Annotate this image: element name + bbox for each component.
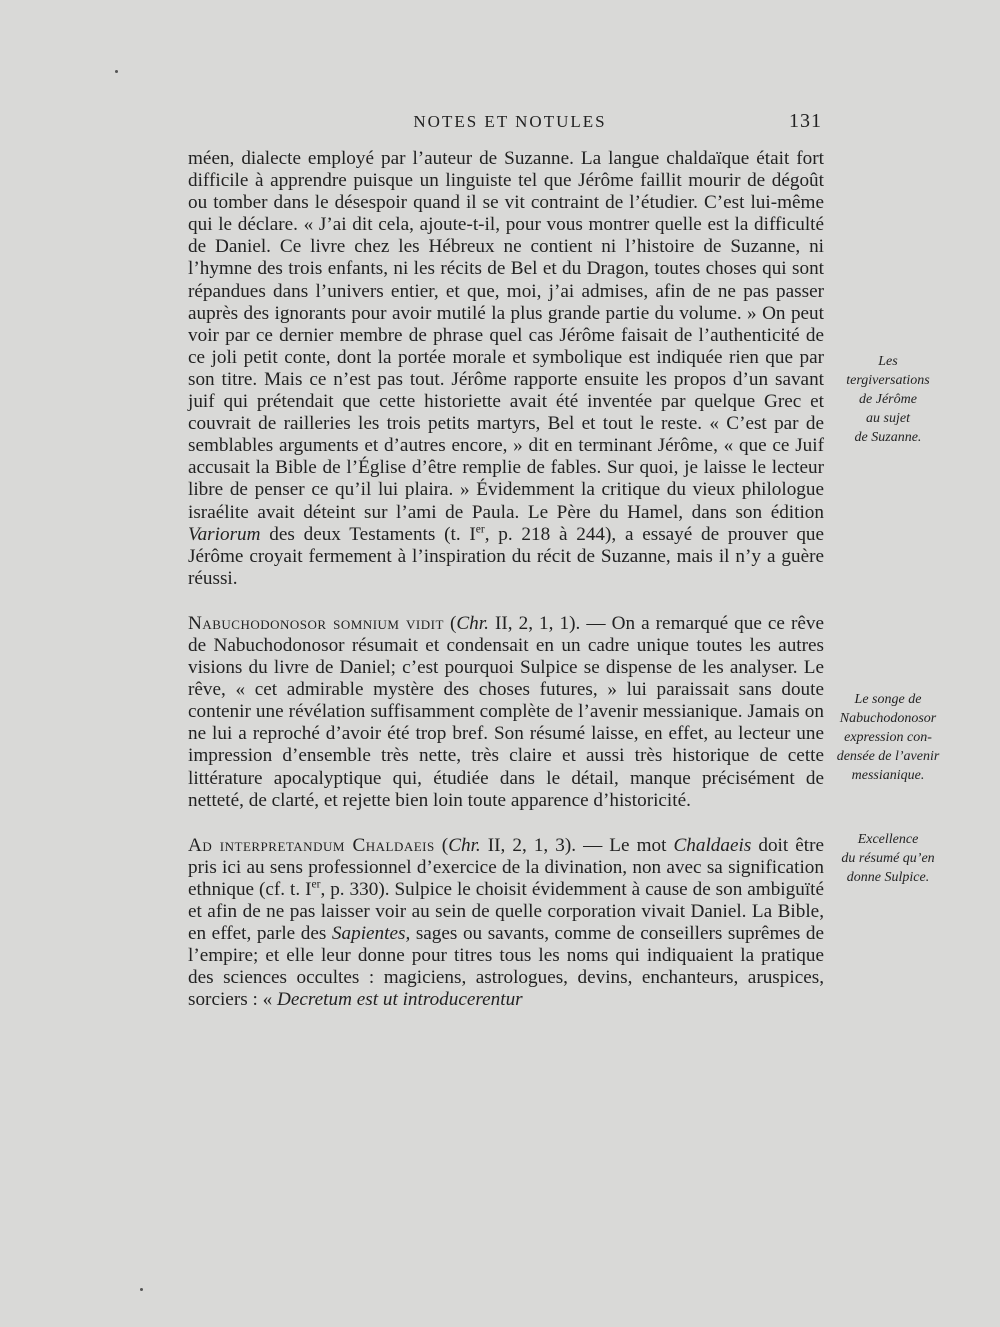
- italic-chaldaeis: Chaldaeis: [673, 834, 752, 856]
- body-text: [188, 148, 824, 1011]
- margin-note-line: Le songe de: [854, 692, 922, 707]
- margin-note-jerome: [828, 352, 948, 447]
- margin-note-line: tergiversations: [846, 373, 930, 388]
- paragraph-text: — On a remarqué que ce rêve de Nabuchodonosor résumait et condensait en un cadre unique toutes les autres visions du livre de Daniel; c’est pourquoi Sulpice se dispense de les analyser. Le rêve, « cet admirable mystère des choses futures, » lui paraissait sans doute contenir une révélation suffisamment complète de l’avenir messianique. Jamais on ne lui a reproché d’avoir été trop bref. Son résumé laisse, en effet, au lecteur une impression d’ensemble très nette, très claire et aussi très historique de cette littérature apocalyptique qui, étudiée dans le détail, manque précisément de netteté, de clarté, et rejette bien loin toute apparence d’historicité.: [188, 612, 825, 811]
- roman-numeral: I: [469, 523, 476, 545]
- paragraph-suzanne: [188, 148, 824, 590]
- reference-work: Chr.: [448, 834, 481, 856]
- paper-speck: [140, 1288, 143, 1291]
- paragraph-text: des deux Testaments (t.: [269, 523, 461, 545]
- quote-mark: «: [262, 989, 273, 1011]
- paper-speck: [115, 70, 118, 73]
- page-number: 131: [789, 110, 822, 132]
- paragraph-text: — Le mot: [583, 834, 667, 856]
- margin-note-line: Excellence: [857, 832, 919, 847]
- reference-open: (: [441, 834, 449, 856]
- superscript: er: [475, 523, 485, 536]
- reference-numbers: II, 2, 1, 3).: [487, 834, 577, 856]
- italic-variorum: Variorum: [188, 523, 261, 545]
- margin-note-line: messianique.: [851, 768, 925, 783]
- superscript: er: [311, 878, 321, 891]
- lemma-heading: Nabuchodonosor somnium vidit: [188, 612, 444, 634]
- margin-note-excellence: [828, 830, 948, 887]
- margin-note-line: Les: [878, 354, 898, 369]
- paragraph-chaldaeis: [188, 835, 824, 1012]
- margin-note-line: densée de l’avenir: [836, 749, 940, 764]
- roman-numeral: I: [305, 878, 312, 900]
- margin-note-line: expression con-: [844, 730, 932, 745]
- paragraph-text: doit être pris ici au sens professionnel d’exercice de la divination, non avec sa signification ethnique (cf. t.: [188, 834, 825, 900]
- paragraph-text: sages ou savants, comme de conseillers suprêmes de l’empire; et elle leur donne pour titres tous les noms qui indiquaient la pratique des sciences occultes : magiciens, astrologues, devins, enchanteurs, aruspices, sorciers :: [188, 923, 825, 1011]
- running-title: NOTES ET NOTULES: [413, 112, 607, 131]
- paragraph-nabuchodonosor: [188, 613, 824, 812]
- page-header: [190, 112, 830, 142]
- margin-note-line: du résumé qu’en: [841, 851, 935, 866]
- reference-open: (: [449, 612, 457, 634]
- margin-note-line: au sujet: [866, 411, 910, 426]
- italic-sapientes: Sapientes,: [331, 923, 411, 945]
- lemma-heading: Ad interpretandum Chaldaeis: [188, 834, 435, 856]
- latin-quote: Decretum est ut introducerentur: [277, 989, 523, 1011]
- paragraph-text: , p. 218 à 244), a essayé de prouver que Jérôme croyait fermement à l’inspiration du récit de Suzanne, mais il n’y a guère réussi.: [188, 523, 825, 589]
- paragraph-text: méen, dialecte employé par l’auteur de Suzanne. La langue chaldaïque était fort difficile à apprendre puisque un linguiste tel que Jérôme faillit mourir de dégoût ou tomber dans le désespoir quand il se vit contraint de l’étudier. C’est lui-même qui le déclare. « J’ai dit cela, ajoute-t-il, pour vous montrer quelle est la difficulté de Daniel. Ce livre chez les Hébreux ne contient ni l’histoire de Suzanne, ni l’hymne des trois enfants, ni les récits de Bel et du Dragon, toutes choses qui sont répandues dans l’univers entier, et que, moi, j’ai admises, afin de ne pas passer auprès des ignorants pour avoir mutilé la plus grande partie du volume. » On peut voir par ce dernier membre de phrase quel cas Jérôme faisait de l’authenticité de ce joli petit conte, dont la portée morale et symbolique est indiquée rien que par son titre. Mais ce n’est pas tout. Jérôme rapporte ensuite les propos d’un savant juif qui prétendait que cette historiette avait été inventée par quelque Grec et couvrait de railleries les trois petits martyrs, Bel et tout le reste. « C’est par de semblables arguments et d’autres encore, » dit en terminant Jérôme, « que ce Juif accusait la Bible de l’Église d’être remplie de fables. Sur quoi, je laisse le lecteur libre de penser ce qu’il lui plaira. » Évidemment la critique du vieux philologue israélite avait déteint sur l’ami de Paula. Le Père du Hamel, dans son édition: [188, 148, 824, 523]
- reference-numbers: II, 2, 1, 1).: [494, 612, 581, 634]
- reference-work: Chr.: [456, 612, 489, 634]
- margin-note-line: de Suzanne.: [854, 430, 922, 445]
- margin-note-line: donne Sulpice.: [846, 870, 930, 885]
- margin-note-line: de Jérôme: [859, 392, 917, 407]
- margin-note-songe: [828, 690, 948, 785]
- paragraph-text: , p. 330). Sulpice le choisit évidemment à cause de son ambiguïté et afin de ne pas laisser voir au sein de quelle corporation vivait Daniel. La Bible, en effet, parle des: [188, 878, 825, 945]
- margin-note-line: Nabuchodonosor: [839, 711, 937, 726]
